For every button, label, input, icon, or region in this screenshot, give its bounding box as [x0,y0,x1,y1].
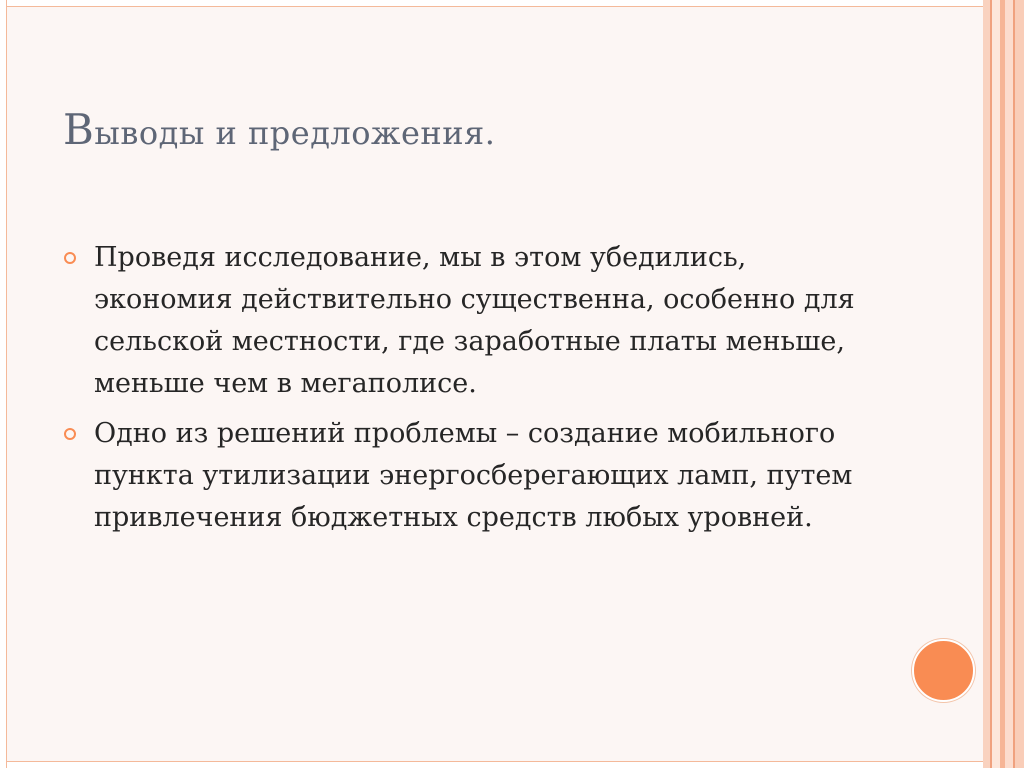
bullet-item [64,237,884,405]
decor-stripe [1005,0,1013,768]
frame-line-bottom [6,761,990,762]
frame-line-left [6,0,7,768]
bullet-list [64,237,884,547]
frame-line-top [6,6,990,7]
decor-circle-icon [912,639,975,702]
slide-title [63,104,495,159]
bullet-text: Проведя исследование, мы в этом убедились, экономия действительно существенна, особенно для сельской местности, где заработные платы меньше, меньше чем в мегаполисе. [94,242,855,399]
decor-stripe [992,0,1000,768]
decor-stripe [1015,0,1024,768]
slide-title-initial: В [63,105,95,154]
ring-bullet-icon [64,252,76,264]
bullet-text: Одно из решений проблемы – создание мобильного пункта утилизации энергосберегающих ламп, путем привлечения бюджетных средств любых уровней. [94,418,853,533]
ring-bullet-icon [64,428,76,440]
bullet-item [64,413,884,539]
slide-title-rest: ыводы и предложения. [94,114,496,152]
decor-stripe [983,0,990,768]
